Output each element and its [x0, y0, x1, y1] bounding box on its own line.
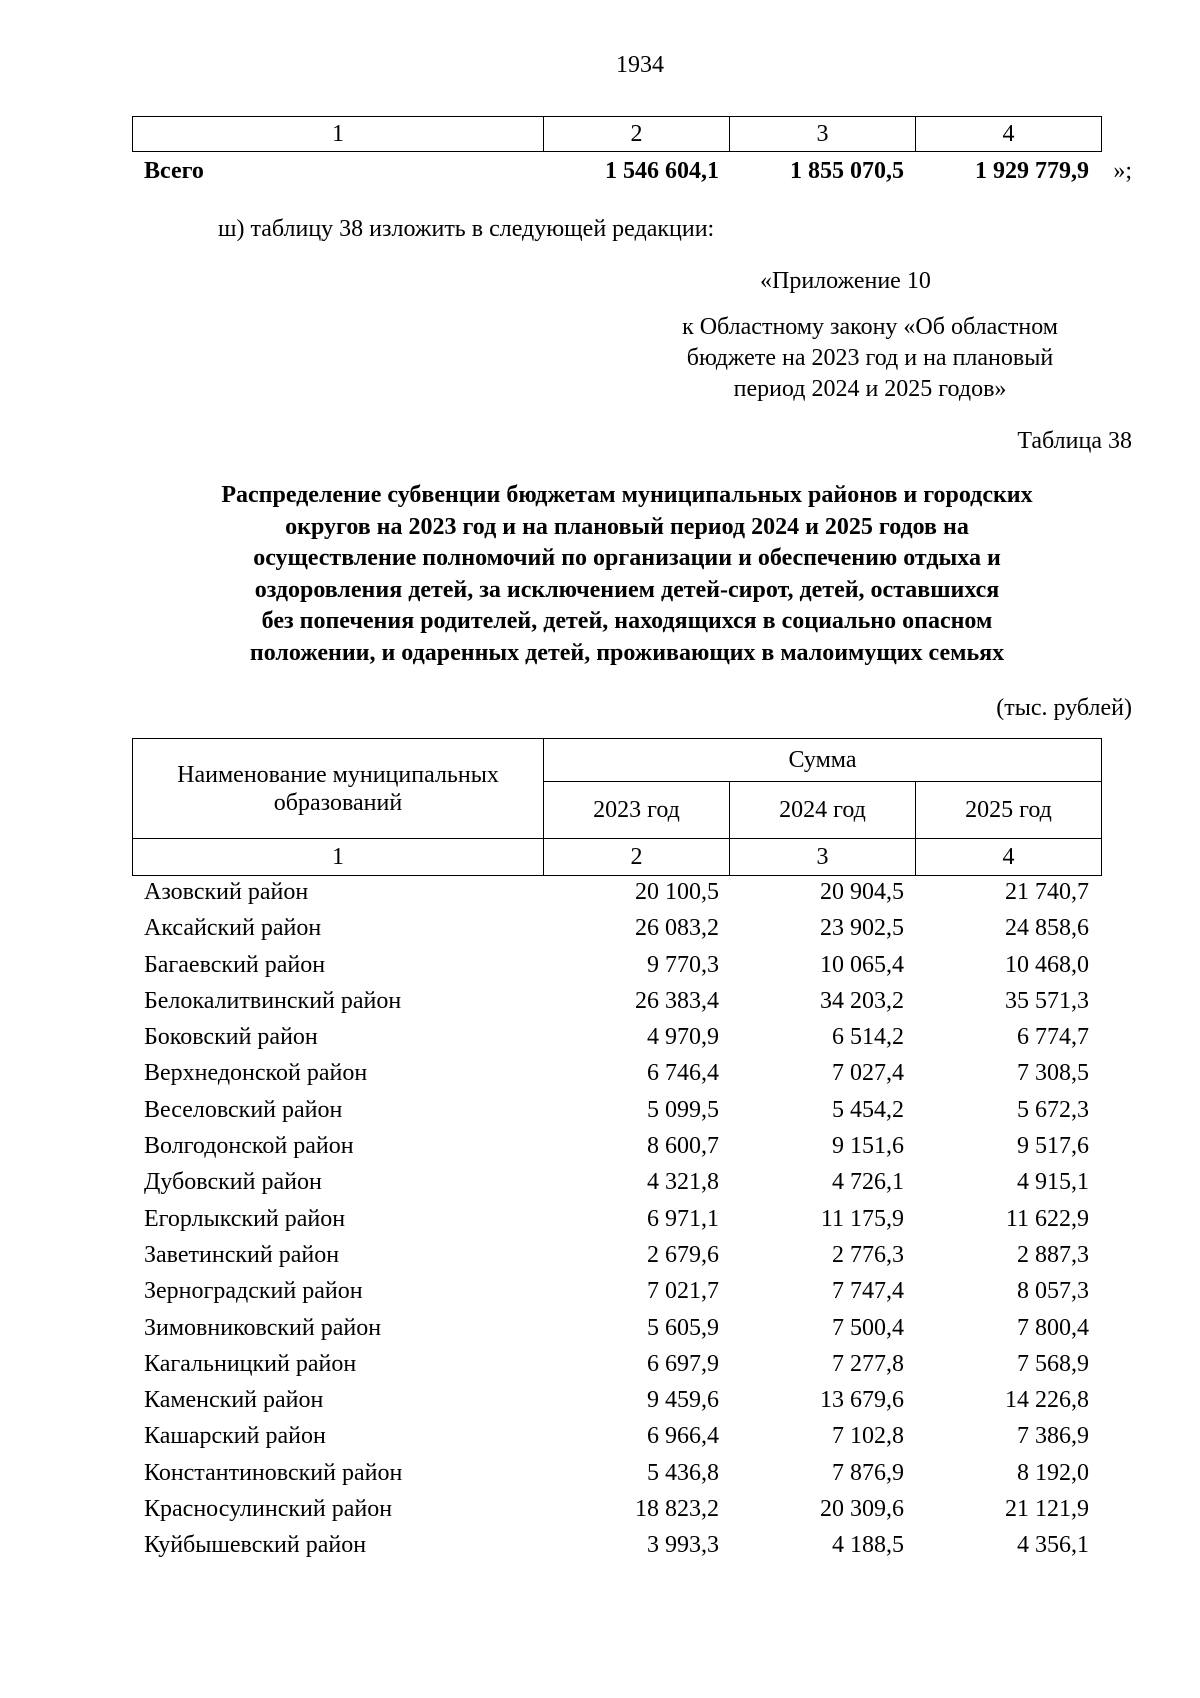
value-2024: 7 277,8 [832, 1350, 904, 1377]
table-row [132, 1164, 1102, 1200]
heading-line: оздоровления детей, за исключением детей-сирот, детей, оставшихся [254, 576, 1000, 603]
district-name: Азовский район [144, 879, 309, 905]
value-2024: 7 500,4 [832, 1314, 904, 1341]
value-2025: 10 468,0 [1005, 951, 1089, 978]
sum-header: Сумма [544, 739, 1102, 782]
total-2023: 1 546 604,1 [605, 158, 719, 184]
value-2025: 2 887,3 [1017, 1241, 1089, 1268]
units-label: (тыс. рублей) [996, 695, 1132, 721]
value-2024: 13 679,6 [820, 1387, 904, 1414]
value-2024: 4 726,1 [832, 1169, 904, 1196]
table-row [132, 1527, 1102, 1563]
table-row [132, 1273, 1102, 1309]
table-row [132, 947, 1102, 983]
district-name: Багаевский район [144, 951, 326, 978]
page-number: 1934 [616, 52, 664, 78]
appendix-reference-line: период 2024 и 2025 годов» [733, 376, 1007, 402]
value-2024: 6 514,2 [832, 1024, 904, 1051]
year-header-2023: 2023 год [544, 782, 730, 839]
instruction-text: ш) таблицу 38 изложить в следующей редакции: [218, 216, 715, 242]
district-name: Верхнедонской район [144, 1060, 368, 1087]
column-number: 2 [544, 117, 730, 152]
table-row [132, 1382, 1102, 1418]
district-name: Каменский район [144, 1387, 324, 1414]
district-name: Заветинский район [144, 1241, 340, 1268]
value-2025: 21 740,7 [1005, 879, 1089, 905]
table-row [132, 1019, 1102, 1055]
appendix-reference [620, 312, 1120, 405]
appendix-title: «Приложение 10 [760, 268, 931, 294]
value-2025: 5 672,3 [1017, 1096, 1089, 1123]
value-2025: 8 192,0 [1017, 1459, 1089, 1486]
district-name: Егорлыкский район [144, 1205, 346, 1232]
district-name: Кашарский район [144, 1423, 326, 1450]
column-number: 2 [544, 839, 730, 876]
appendix-reference-line: к Областному закону «Об областном [682, 314, 1058, 340]
value-2025: 6 774,7 [1017, 1024, 1089, 1051]
column-number: 4 [916, 839, 1102, 876]
district-name: Боковский район [144, 1024, 318, 1051]
value-2025: 14 226,8 [1005, 1387, 1089, 1414]
value-2025: 7 386,9 [1017, 1423, 1089, 1450]
value-2023: 20 100,5 [635, 879, 719, 905]
table-row [132, 983, 1102, 1019]
year-header-2024: 2024 год [730, 782, 916, 839]
value-2025: 7 800,4 [1017, 1314, 1089, 1341]
table-row [132, 910, 1102, 946]
value-2024: 9 151,6 [832, 1133, 904, 1160]
column-number: 1 [133, 117, 544, 152]
value-2023: 6 746,4 [647, 1060, 719, 1087]
value-2023: 2 679,6 [647, 1241, 719, 1268]
value-2024: 23 902,5 [820, 915, 904, 942]
district-name: Зимовниковский район [144, 1314, 382, 1341]
value-2023: 6 697,9 [647, 1350, 719, 1377]
district-name: Зерноградский район [144, 1278, 363, 1305]
heading-line: без попечения родителей, детей, находящихся в социально опасном [261, 608, 993, 634]
value-2023: 9 459,6 [647, 1387, 719, 1414]
table-row [132, 1418, 1102, 1454]
name-column-header [133, 739, 544, 839]
value-2025: 7 308,5 [1017, 1060, 1089, 1087]
value-2024: 20 309,6 [820, 1496, 904, 1523]
table-row [132, 1491, 1102, 1527]
value-2023: 9 770,3 [647, 951, 719, 978]
table-row [132, 1201, 1102, 1237]
name-header-line: Наименование муниципальных [177, 761, 499, 788]
value-2023: 4 321,8 [647, 1169, 719, 1196]
table-body [132, 874, 1102, 1564]
year-header-2025: 2025 год [916, 782, 1102, 839]
value-2025: 7 568,9 [1017, 1350, 1089, 1377]
name-header-line: образований [273, 789, 403, 816]
value-2025: 35 571,3 [1005, 987, 1089, 1014]
value-2023: 26 383,4 [635, 987, 719, 1014]
value-2024: 2 776,3 [832, 1241, 904, 1268]
value-2024: 7 102,8 [832, 1423, 904, 1450]
total-row [132, 158, 1132, 190]
value-2023: 5 099,5 [647, 1096, 719, 1123]
value-2024: 7 747,4 [832, 1278, 904, 1305]
value-2025: 11 622,9 [1005, 1205, 1089, 1232]
column-number: 3 [730, 117, 916, 152]
value-2023: 6 971,1 [647, 1205, 719, 1232]
table-number: Таблица 38 [1017, 428, 1132, 454]
previous-table-header [132, 116, 1102, 152]
column-number: 3 [730, 839, 916, 876]
value-2024: 4 188,5 [832, 1532, 904, 1559]
column-number: 1 [133, 839, 544, 876]
value-2023: 5 605,9 [647, 1314, 719, 1341]
table-heading [132, 480, 1122, 669]
value-2024: 7 876,9 [832, 1459, 904, 1486]
appendix-reference-line: бюджете на 2023 год и на плановый [686, 345, 1054, 371]
table-row [132, 1310, 1102, 1346]
table-row [132, 1237, 1102, 1273]
district-name: Куйбышевский район [144, 1532, 367, 1559]
value-2024: 34 203,2 [820, 987, 904, 1014]
heading-line: осуществление полномочий по организации и обеспечению отдыха и [253, 545, 1001, 571]
value-2025: 24 858,6 [1005, 915, 1089, 942]
subvention-table-header [132, 738, 1102, 876]
district-name: Белокалитвинский район [144, 987, 402, 1014]
district-name: Дубовский район [144, 1169, 322, 1196]
district-name: Кагальницкий район [144, 1350, 357, 1377]
heading-line: Распределение субвенции бюджетам муниципальных районов и городских [221, 482, 1033, 508]
value-2024: 20 904,5 [820, 879, 904, 905]
value-2025: 9 517,6 [1017, 1133, 1089, 1160]
table-row [132, 874, 1102, 910]
heading-line: округов на 2023 год и на плановый период 2024 и 2025 годов на [285, 513, 969, 540]
table-row [132, 1055, 1102, 1091]
value-2023: 6 966,4 [647, 1423, 719, 1450]
district-name: Красносулинский район [144, 1496, 393, 1523]
value-2023: 5 436,8 [647, 1459, 719, 1486]
value-2025: 4 356,1 [1017, 1532, 1089, 1559]
value-2024: 5 454,2 [832, 1096, 904, 1123]
table-row [132, 1455, 1102, 1491]
value-2025: 8 057,3 [1017, 1278, 1089, 1305]
value-2023: 26 083,2 [635, 915, 719, 942]
value-2023: 4 970,9 [647, 1024, 719, 1051]
value-2023: 18 823,2 [635, 1496, 719, 1523]
district-name: Аксайский район [144, 915, 322, 942]
total-tail: »; [1113, 158, 1132, 184]
table-row [132, 1092, 1102, 1128]
value-2025: 21 121,9 [1005, 1496, 1089, 1523]
district-name: Волгодонской район [144, 1133, 354, 1160]
total-2025: 1 929 779,9 [975, 158, 1089, 184]
heading-line: положении, и одаренных детей, проживающих в малоимущих семьях [249, 639, 1005, 666]
total-label: Всего [144, 158, 204, 184]
table-row [132, 1346, 1102, 1382]
value-2025: 4 915,1 [1017, 1169, 1089, 1196]
value-2023: 3 993,3 [647, 1532, 719, 1559]
table-row [132, 1128, 1102, 1164]
value-2024: 10 065,4 [820, 951, 904, 978]
value-2023: 8 600,7 [647, 1133, 719, 1160]
district-name: Веселовский район [144, 1096, 343, 1123]
value-2024: 7 027,4 [832, 1060, 904, 1087]
column-number: 4 [916, 117, 1102, 152]
value-2024: 11 175,9 [820, 1205, 904, 1232]
value-2023: 7 021,7 [647, 1278, 719, 1305]
total-2024: 1 855 070,5 [790, 158, 904, 184]
district-name: Константиновский район [144, 1459, 403, 1486]
